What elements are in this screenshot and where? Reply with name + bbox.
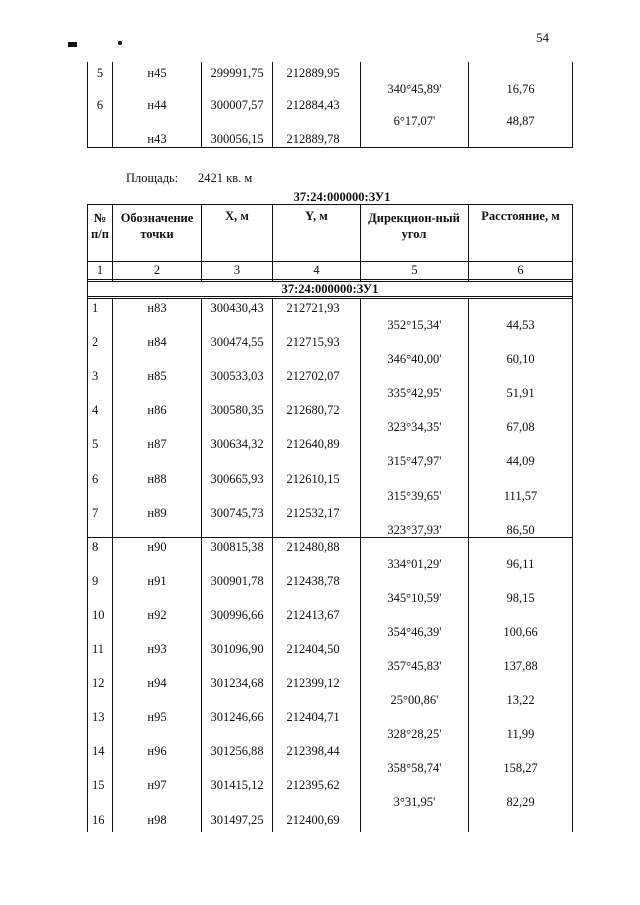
point-id: н45 [147,66,167,80]
column-number: 2 [153,263,161,277]
row-number: 15 [92,778,105,793]
direction-angle: 3°31,95' [393,795,436,810]
point-id: н86 [147,403,167,418]
y-coordinate: 212404,50 [286,642,340,656]
x-coordinate: 301415,12 [210,778,264,793]
scan-mark [118,41,122,45]
row-number: 8 [92,539,99,554]
row-number: 7 [92,505,99,520]
x-coordinate: 300815,38 [210,539,264,554]
direction-angle: 340°45,89' [387,82,442,96]
direction-angle: 358°58,74' [387,761,442,776]
distance: 86,50 [506,522,535,537]
distance: 100,66 [503,624,538,639]
distance: 137,88 [503,659,538,673]
distance: 96,11 [506,556,535,571]
distance: 111,57 [503,488,538,503]
point-id: н83 [147,301,167,315]
row-number: 16 [92,812,105,827]
y-coordinate: 212480,88 [286,539,340,554]
header-point: Обозначение точки [120,211,194,241]
row-number: 14 [92,744,105,759]
x-coordinate: 300474,55 [210,335,264,350]
point-id: н43 [147,132,167,146]
row-number: 5 [96,66,104,80]
direction-angle: 6°17,07' [393,114,436,128]
distance: 13,22 [506,693,535,708]
point-id: н84 [147,335,167,350]
direction-angle: 315°39,65' [387,488,442,503]
point-id: н96 [147,744,167,759]
direction-angle: 328°28,25' [387,727,442,742]
header-number: № п/п [91,211,109,241]
row-number: 6 [92,471,99,486]
header-x: X, м [225,209,249,223]
header-y: Y, м [305,209,328,223]
x-coordinate: 300996,66 [210,607,264,622]
point-id: н85 [147,369,167,384]
y-coordinate: 212889,78 [286,132,340,146]
row-number: 6 [96,98,104,112]
y-coordinate: 212404,71 [286,710,340,725]
section-title: 37:24:000000:ЗУ1 [281,282,379,296]
distance: 51,91 [506,386,535,401]
x-coordinate: 300007,57 [210,98,264,112]
row-number: 11 [92,642,105,656]
x-coordinate: 300745,73 [210,505,264,520]
row-number: 13 [92,710,105,725]
x-coordinate: 300901,78 [210,573,264,588]
x-coordinate: 301497,25 [210,812,264,827]
point-id: н87 [147,437,167,452]
point-id: н92 [147,607,167,622]
x-coordinate: 301096,90 [210,642,264,656]
row-number: 3 [92,369,99,384]
row-number: 1 [92,301,99,315]
direction-angle: 315°47,97' [387,454,442,469]
x-coordinate: 301256,88 [210,744,264,759]
x-coordinate: 300634,32 [210,437,264,452]
x-coordinate: 300665,93 [210,471,264,486]
plot-title: 37:24:000000:ЗУ1 [293,190,391,204]
column-number: 1 [96,263,104,277]
y-coordinate: 212889,95 [286,66,340,80]
distance: 44,53 [506,318,535,332]
column-number: 3 [233,263,241,277]
y-coordinate: 212715,93 [286,335,340,350]
scan-mark [68,42,77,47]
y-coordinate: 212399,12 [286,676,340,691]
y-coordinate: 212721,93 [286,301,340,315]
y-coordinate: 212640,89 [286,437,340,452]
direction-angle: 354°46,39' [387,624,442,639]
header-distance: Расстояние, м [481,209,560,223]
row-number: 10 [92,607,105,622]
direction-angle: 25°00,86' [390,693,439,708]
y-coordinate: 212610,15 [286,471,340,486]
x-coordinate: 300580,35 [210,403,264,418]
x-coordinate: 301234,68 [210,676,264,691]
row-number: 2 [92,335,99,350]
point-id: н44 [147,98,167,112]
y-coordinate: 212680,72 [286,403,340,418]
point-id: н91 [147,573,167,588]
point-id: н95 [147,710,167,725]
x-coordinate: 300056,15 [210,132,264,146]
row-number: 4 [92,403,99,418]
direction-angle: 335°42,95' [387,386,442,401]
page-number: 54 [536,30,549,45]
x-coordinate: 301246,66 [210,710,264,725]
distance: 60,10 [506,352,535,367]
row-number: 5 [92,437,99,452]
header-angle: Дирекцион-ный угол [368,211,460,241]
y-coordinate: 212398,44 [286,744,340,759]
direction-angle: 345°10,59' [387,590,442,605]
direction-angle: 323°37,93' [387,522,442,537]
point-id: н89 [147,505,167,520]
point-id: н97 [147,778,167,793]
direction-angle: 334°01,29' [387,556,442,571]
area-label: Площадь: [126,171,179,185]
y-coordinate: 212702,07 [286,369,340,384]
direction-angle: 323°34,35' [387,420,442,435]
point-id: н98 [147,812,167,827]
y-coordinate: 212438,78 [286,573,340,588]
distance: 98,15 [506,590,535,605]
x-coordinate: 299991,75 [210,66,264,80]
x-coordinate: 300430,43 [210,301,264,315]
y-coordinate: 212413,67 [286,607,340,622]
area-value: 2421 кв. м [198,171,253,185]
column-number: 4 [313,263,320,277]
point-id: н94 [147,676,167,691]
direction-angle: 357°45,83' [387,659,442,673]
distance: 82,29 [506,795,535,810]
y-coordinate: 212532,17 [286,505,340,520]
distance: 67,08 [506,420,535,435]
y-coordinate: 212395,62 [286,778,340,793]
column-number: 6 [517,263,524,277]
direction-angle: 346°40,00' [387,352,442,367]
distance: 44,09 [506,454,535,469]
distance: 158,27 [503,761,538,776]
y-coordinate: 212400,69 [286,812,340,827]
distance: 48,87 [506,114,535,128]
point-id: н88 [147,471,167,486]
y-coordinate: 212884,43 [286,98,340,112]
distance: 11,99 [506,727,535,742]
direction-angle: 352°15,34' [387,318,442,332]
point-id: н90 [147,539,167,554]
column-number: 5 [411,263,418,277]
point-id: н93 [147,642,167,656]
x-coordinate: 300533,03 [210,369,264,384]
distance: 16,76 [506,82,535,96]
row-number: 9 [92,573,99,588]
row-number: 12 [92,676,105,691]
